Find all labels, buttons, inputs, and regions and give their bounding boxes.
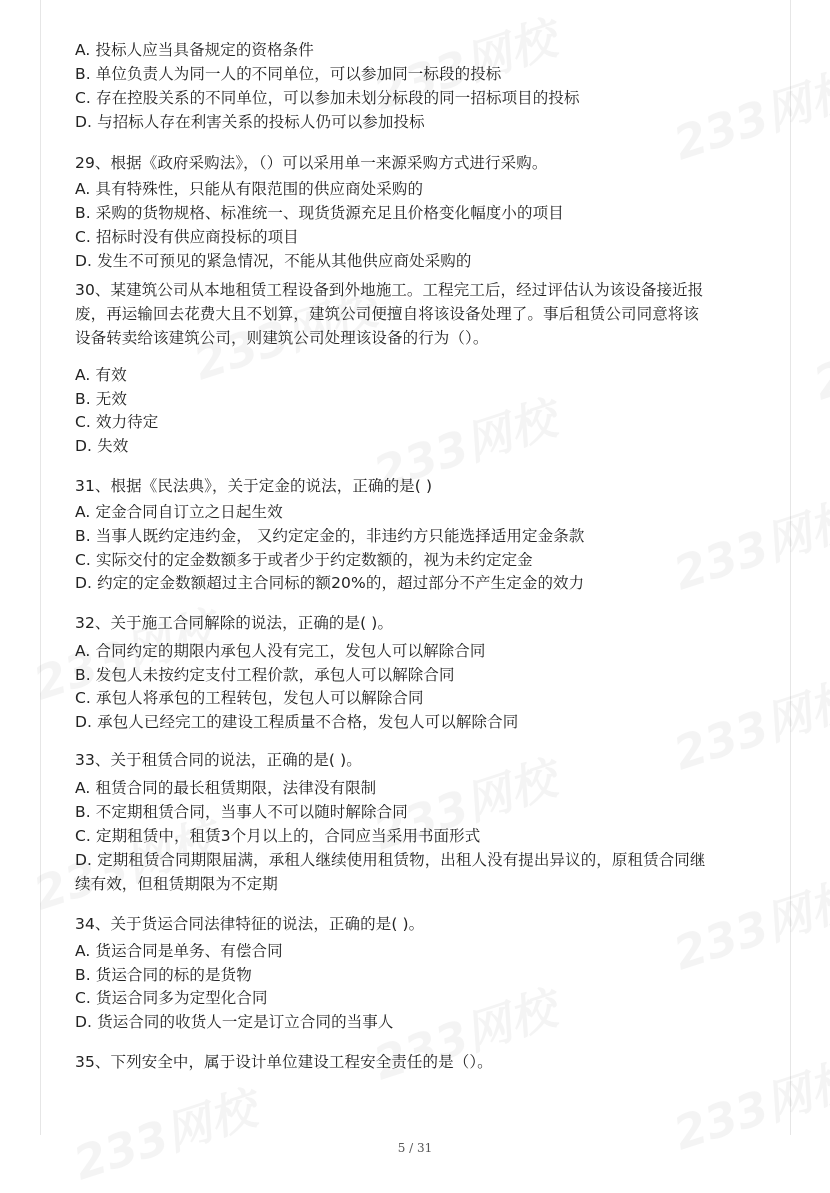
answer-option: D. 定期租赁合同期限届满，承租人继续使用租赁物，出租人没有提出异议的，原租赁合同继 xyxy=(75,851,706,869)
question-text: 31、根据《民法典》，关于定金的说法，正确的是( ) xyxy=(75,477,433,495)
page-left-border xyxy=(40,0,41,1135)
answer-option: A. 货运合同是单务、有偿合同 xyxy=(75,942,283,960)
answer-option: A. 有效 xyxy=(75,366,127,384)
answer-option: D. 承包人已经完工的建设工程质量不合格，发包人可以解除合同 xyxy=(75,713,519,731)
watermark-logo xyxy=(664,483,830,604)
watermark-logo xyxy=(804,293,830,414)
answer-option: C. 货运合同多为定型化合同 xyxy=(75,989,268,1007)
watermark-logo xyxy=(664,863,830,984)
answer-option: B. 单位负责人为同一人的不同单位，可以参加同一标段的投标 xyxy=(75,65,502,83)
answer-option: B. 采购的货物规格、标准统一、现货货源充足且价格变化幅度小的项目 xyxy=(75,204,564,222)
answer-option: C. 承包人将承包的工程转包，发包人可以解除合同 xyxy=(75,689,424,707)
watermark-logo xyxy=(664,663,830,784)
watermark-logo xyxy=(364,973,563,1094)
answer-option: D. 发生不可预见的紧急情况，不能从其他供应商处采购的 xyxy=(75,252,472,270)
answer-option: C. 实际交付的定金数额多于或者少于约定数额的，视为未约定定金 xyxy=(75,551,533,569)
answer-option: C. 招标时没有供应商投标的项目 xyxy=(75,228,299,246)
answer-option: B. 无效 xyxy=(75,390,127,408)
answer-option: C. 定期租赁中，租赁3个月以上的，合同应当采用书面形式 xyxy=(75,827,481,845)
answer-option: A. 投标人应当具备规定的资格条件 xyxy=(75,41,314,59)
answer-option: C. 存在控股关系的不同单位，可以参加未划分标段的同一招标项目的投标 xyxy=(75,89,580,107)
answer-option: A. 租赁合同的最长租赁期限，法律没有限制 xyxy=(75,779,377,797)
page-right-border xyxy=(790,0,791,1135)
question-text: 35、下列安全中，属于设计单位建设工程安全责任的是（）。 xyxy=(75,1053,493,1071)
page-number: 5 / 31 xyxy=(397,1141,433,1155)
question-text: 34、关于货运合同法律特征的说法，正确的是( )。 xyxy=(75,915,425,933)
answer-option: A. 具有特殊性，只能从有限范围的供应商处采购的 xyxy=(75,180,424,198)
question-text: 废，再运输回去花费大且不划算，建筑公司便擅自将该设备处理了。事后租赁公司同意将该 xyxy=(75,305,700,323)
answer-option: C. 效力待定 xyxy=(75,413,159,431)
answer-option: A. 合同约定的期限内承包人没有完工，发包人可以解除合同 xyxy=(75,642,486,660)
answer-option: D. 失效 xyxy=(75,437,129,455)
watermark-logo xyxy=(664,53,830,174)
answer-option: B. 发包人未按约定支付工程价款，承包人可以解除合同 xyxy=(75,666,455,684)
answer-option: B. 当事人既约定违约金， 又约定定金的，非违约方只能选择适用定金条款 xyxy=(75,527,585,545)
answer-option: D. 与招标人存在利害关系的投标人仍可以参加投标 xyxy=(75,113,425,131)
answer-option: A. 定金合同自订立之日起生效 xyxy=(75,503,283,521)
answer-option: 续有效，但租赁期限为不定期 xyxy=(75,875,278,893)
question-text: 30、某建筑公司从本地租赁工程设备到外地施工。工程完工后，经过评估认为该设备接近报 xyxy=(75,281,704,299)
question-text: 33、关于租赁合同的说法，正确的是( )。 xyxy=(75,751,362,769)
question-text: 设备转卖给该建筑公司，则建筑公司处理该设备的行为（）。 xyxy=(75,329,489,347)
answer-option: B. 货运合同的标的是货物 xyxy=(75,966,252,984)
answer-option: D. 货运合同的收货人一定是订立合同的当事人 xyxy=(75,1013,394,1031)
question-text: 32、关于施工合同解除的说法，正确的是( )。 xyxy=(75,614,394,632)
answer-option: B. 不定期租赁合同，当事人不可以随时解除合同 xyxy=(75,803,408,821)
question-text: 29、根据《政府采购法》，（）可以采用单一来源采购方式进行采购。 xyxy=(75,154,548,172)
answer-option: D. 约定的定金数额超过主合同标的额20%的，超过部分不产生定金的效力 xyxy=(75,574,585,592)
